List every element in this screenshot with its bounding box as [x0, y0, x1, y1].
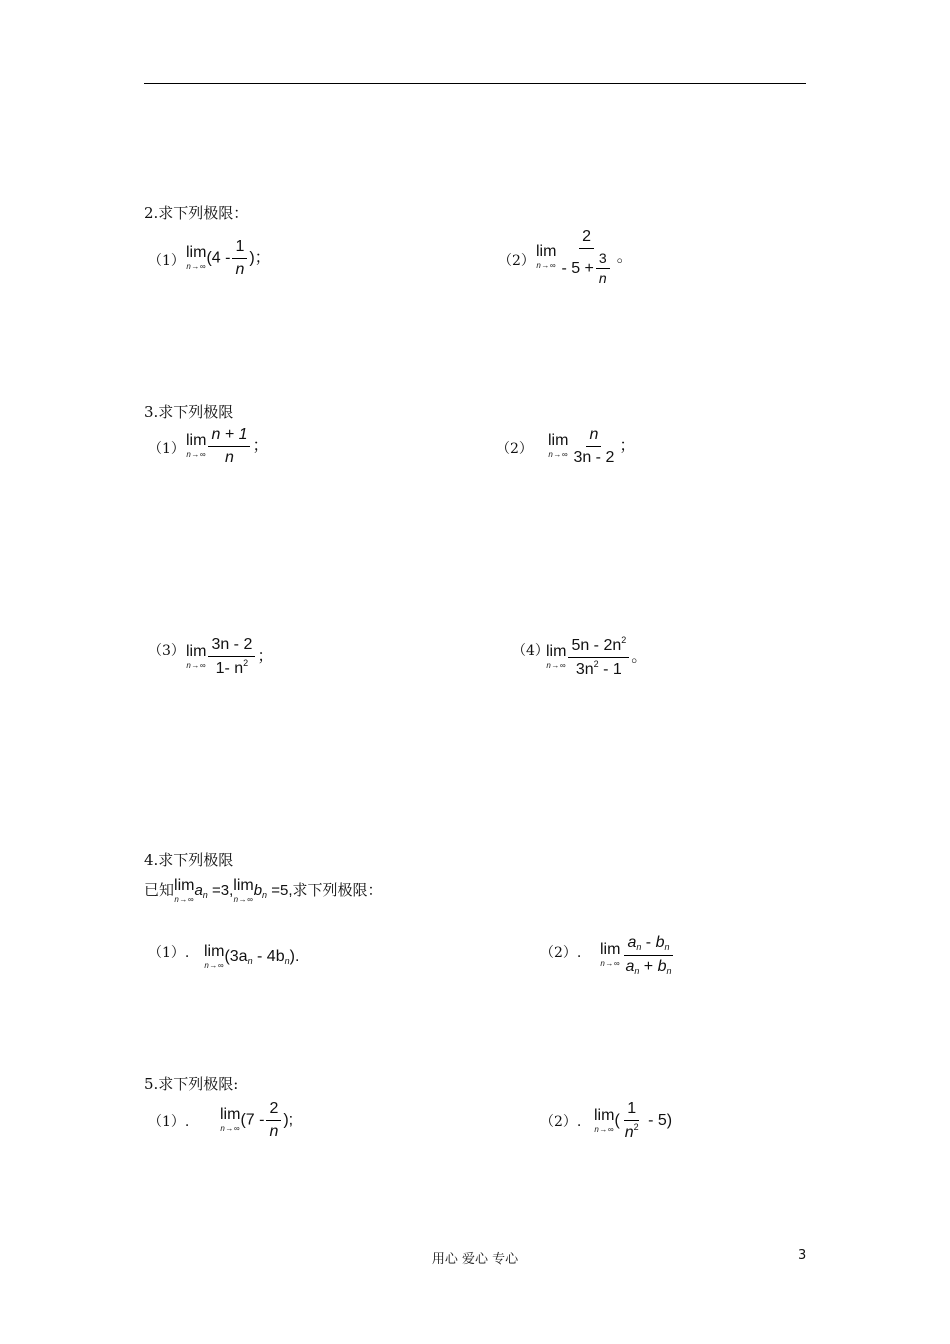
header-rule — [144, 83, 806, 84]
problem-2-1-expr: lim n→∞ (4 - $\frac{1}{n}$ )； — [186, 238, 271, 278]
problem-4-1-expr: lim n→∞ $(3a_n - 4b_n)$. — [204, 943, 300, 970]
lim-operator: lim n→∞ — [546, 643, 567, 671]
problem-4-1-label: （1）. — [148, 945, 190, 961]
problem-3-3-label: （3） — [148, 643, 185, 659]
problem-3-4-label: （4） — [512, 643, 549, 659]
lim-operator: lim n→∞ — [233, 877, 254, 904]
lim-operator: lim n→∞ — [600, 941, 621, 969]
fraction: $\frac{1}{n^2}$ — [624, 1100, 639, 1141]
page-number: 3 — [798, 1248, 807, 1263]
footer-motto: 用心 爱心 专心 — [431, 1252, 519, 1267]
fraction: $\frac{1}{n}$ — [232, 238, 247, 278]
lim-operator: lim n→∞ — [186, 244, 207, 272]
problem-4-2-label: （2）. — [540, 945, 582, 961]
section-2-title: 2.求下列极限： — [144, 204, 249, 222]
lim-operator: lim n→∞ — [174, 877, 195, 904]
problem-3-1-label: （1） — [148, 441, 185, 457]
fraction: $\frac{a_n - b_n}{a_n + b_n}$ — [625, 934, 672, 976]
fraction: $\frac{n + 1}{n}$ — [208, 426, 250, 466]
lim-operator: lim n→∞ — [220, 1106, 241, 1134]
lim-operator: lim n→∞ — [594, 1106, 615, 1134]
lim-operator: lim n→∞ — [186, 642, 207, 670]
problem-3-4-expr: lim n→∞ $\frac{5n - 2n^2}{3n^2 - 1}$ 。 — [546, 635, 648, 678]
fraction: 2 - 5 + $\frac{3}{n}$ — [558, 228, 614, 286]
lim-operator: lim n→∞ — [204, 943, 225, 970]
problem-5-2-expr: lim n→∞ ( $\frac{1}{n^2}$ - 5) — [594, 1100, 673, 1141]
problem-3-1-expr: lim n→∞ $\frac{n + 1}{n}$ ； — [186, 426, 269, 466]
lim-operator: lim n→∞ — [548, 432, 569, 460]
problem-3-3-expr: lim n→∞ $\frac{3n - 2}{1- n^2}$ ； — [186, 636, 274, 677]
problem-3-2-label: （2） — [496, 441, 533, 457]
fraction: $\frac{5n - 2n^2}{3n^2 - 1}$ — [568, 636, 629, 678]
problem-2-2-expr: lim n→∞ 2 - 5 + $\frac{3}{n}$ 。 — [536, 228, 633, 286]
fraction: $\frac{n}{3n - 2}$ — [573, 426, 615, 466]
problem-5-2-label: （2）. — [540, 1114, 582, 1130]
problem-5-1-label: （1）. — [148, 1114, 190, 1130]
problem-5-1-expr: lim n→∞ (7 - $\frac{2}{n}$ ); — [220, 1100, 294, 1140]
section-3-title: 3.求下列极限 — [144, 403, 234, 421]
problem-3-2-expr: lim n→∞ $\frac{n}{3n - 2}$ ； — [548, 426, 636, 466]
problem-2-1-label: （1） — [148, 253, 185, 269]
problem-4-2-expr — [600, 934, 677, 977]
fraction: $\frac{2}{n}$ — [266, 1100, 281, 1140]
section-5-title: 5.求下列极限: — [144, 1075, 239, 1093]
lim-operator: lim n→∞ — [536, 243, 557, 271]
fraction: $\frac{3n - 2}{1- n^2}$ — [208, 636, 255, 677]
lim-operator: lim n→∞ — [186, 432, 207, 460]
section-4-given: 已知 lim n→∞ $a_n =3$, lim n→∞ $b_n =5$,求下列极限： — [144, 877, 383, 904]
problem-2-2-label: （2） — [498, 253, 535, 269]
section-4-title: 4.求下列极限 — [144, 851, 234, 869]
